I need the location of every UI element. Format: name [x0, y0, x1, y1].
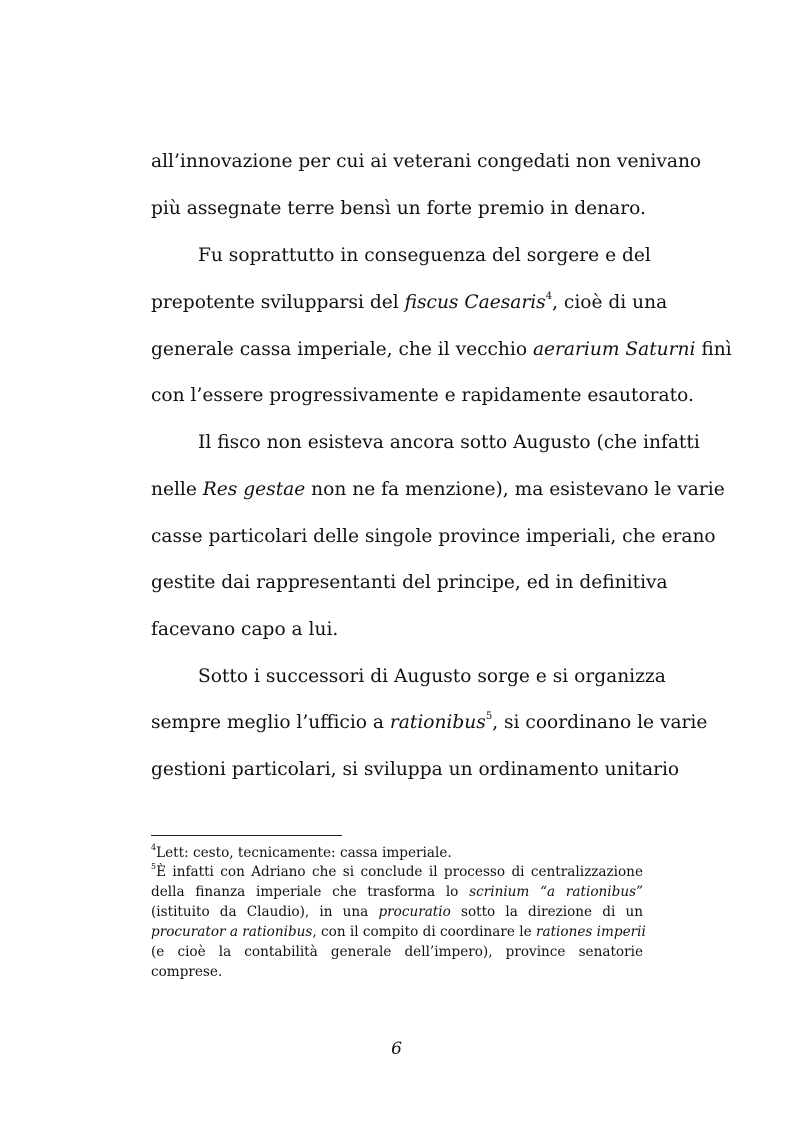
- footnote-ref: 5: [151, 862, 157, 872]
- text-run: sotto la direzione di un: [450, 904, 643, 920]
- footnote-separator: [151, 835, 342, 836]
- text-run: Lett: cesto, tecnicamente: cassa imperiale.: [156, 845, 452, 861]
- text-run: comprese.: [151, 964, 223, 980]
- text-run: Il fisco non esisteva ancora sotto Augusto (che infatti: [198, 432, 700, 453]
- italic-term: scrinium “a rationibus”: [469, 884, 643, 900]
- text-run: , si coordinano le varie: [492, 712, 708, 733]
- text-run: finì: [695, 339, 732, 360]
- footnote-line: [151, 922, 646, 942]
- text-run: facevano capo a lui.: [151, 619, 339, 640]
- italic-term: Res gestae: [202, 479, 306, 500]
- body-line: [151, 290, 668, 315]
- italic-term: rationes imperii: [535, 924, 646, 940]
- footnote-ref: 4: [545, 290, 553, 302]
- text-run: casse particolari delle singole province imperiali, che erano: [151, 526, 716, 547]
- page-number: 6: [391, 1039, 402, 1059]
- italic-term: aerarium Saturni: [532, 339, 696, 360]
- text-run: gestite dai rappresentanti del principe, ed in definitiva: [151, 572, 668, 593]
- text-run: , cioè di una: [552, 292, 668, 313]
- body-line: [198, 665, 666, 689]
- text-run: generale cassa imperiale, che il vecchio: [151, 339, 533, 360]
- body-line: [151, 758, 680, 782]
- text-run: prepotente svilupparsi del: [151, 292, 405, 313]
- text-run: (istituito da Claudio), in una: [151, 904, 379, 920]
- text-run: nelle: [151, 479, 203, 500]
- body-line: [151, 338, 732, 362]
- text-run: (e cioè la contabilità generale dell’impero), province senatorie: [151, 944, 643, 960]
- body-line: [151, 478, 725, 502]
- footnote-line: [151, 882, 643, 902]
- italic-term: procurator a rationibus: [151, 924, 313, 940]
- text-run: Fu soprattutto in conseguenza del sorgere e del: [198, 245, 651, 266]
- footnote-line: [151, 962, 643, 982]
- text-run: sempre meglio l’ufficio a: [151, 712, 390, 733]
- footnote-line: [151, 942, 643, 962]
- text-run: con l’essere progressivamente e rapidamente esautorato.: [151, 385, 694, 406]
- footnote-ref: 5: [485, 710, 493, 722]
- body-line: [151, 571, 668, 595]
- body-line: [151, 710, 708, 735]
- body-line: [198, 244, 651, 268]
- body-line: [151, 384, 694, 408]
- footnote-ref: 4: [151, 843, 157, 853]
- footnote-line: [151, 902, 643, 922]
- italic-term: rationibus: [389, 712, 486, 733]
- body-line: [151, 525, 716, 549]
- text-run: È infatti con Adriano che si conclude il processo di centralizzazione: [156, 864, 643, 880]
- text-run: più assegnate terre bensì un forte premio in denaro.: [151, 198, 646, 219]
- text-run: Sotto i successori di Augusto sorge e si organizza: [198, 666, 666, 687]
- text-run: della finanza imperiale che trasforma lo: [151, 884, 470, 900]
- text-run: non ne fa menzione), ma esistevano le varie: [305, 479, 725, 500]
- italic-term: fiscus Caesaris: [404, 292, 546, 313]
- footnote-line: [151, 843, 643, 863]
- body-line: [151, 197, 646, 221]
- text-run: gestioni particolari, si sviluppa un ordinamento unitario: [151, 759, 680, 780]
- italic-term: procuratio: [378, 904, 451, 920]
- text-run: all’innovazione per cui ai veterani congedati non venivano: [151, 151, 702, 172]
- footnote-line: [151, 862, 643, 882]
- body-line: [198, 431, 700, 455]
- body-line: [151, 150, 702, 174]
- text-run: , con il compito di coordinare le: [312, 924, 536, 940]
- body-line: [151, 618, 643, 642]
